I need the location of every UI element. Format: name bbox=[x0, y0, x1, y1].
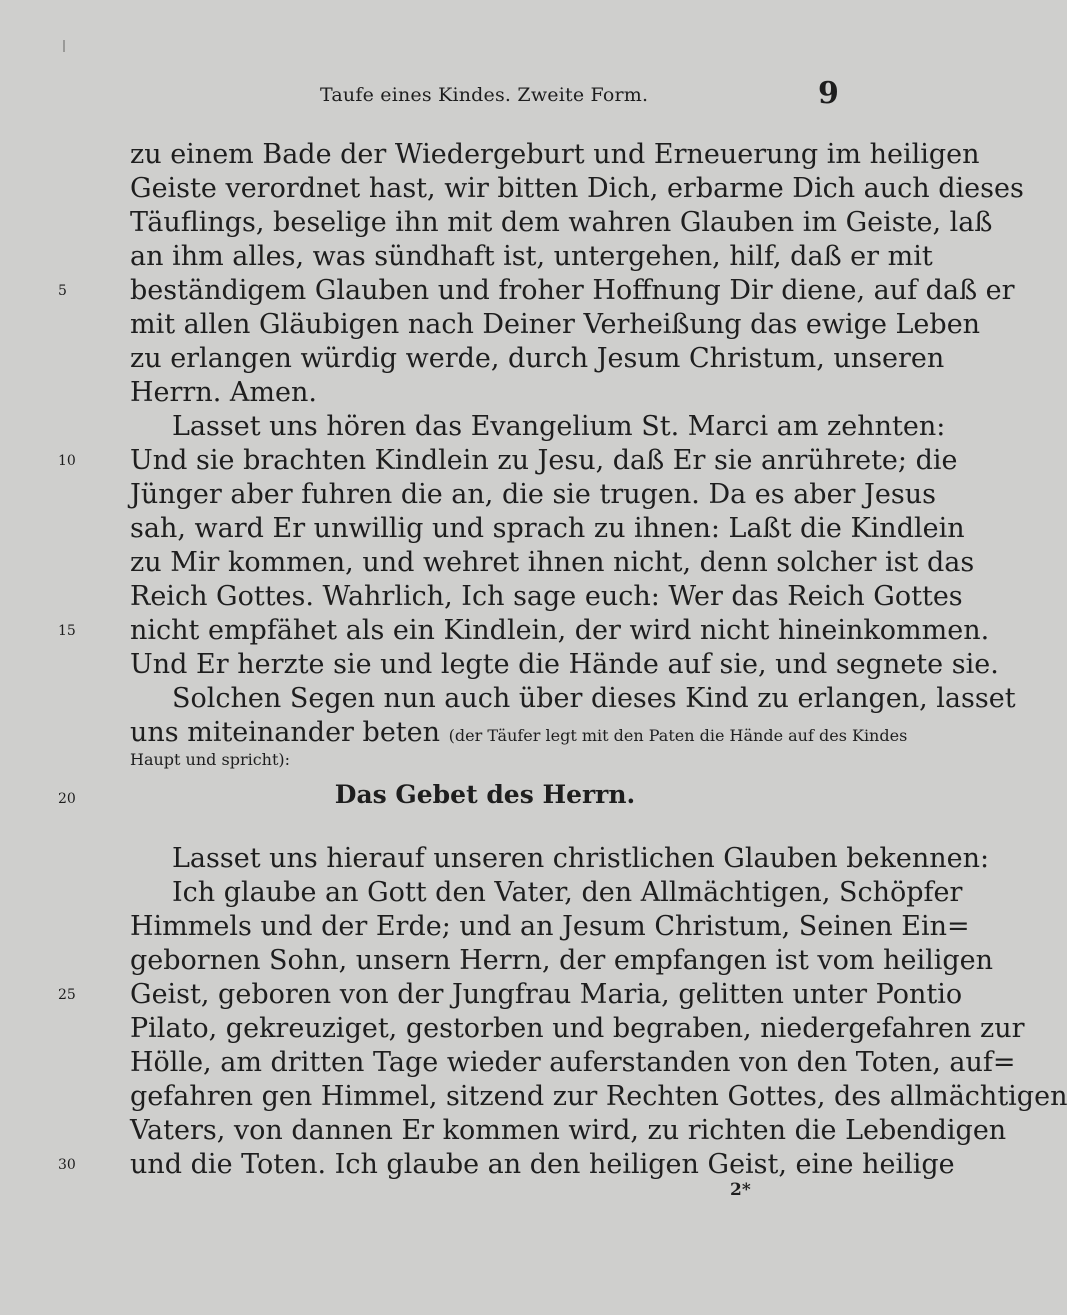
text-line: an ihm alles, was sündhaft ist, untergehen, hilf, daß er mit bbox=[130, 241, 933, 272]
rubric-text: Haupt und spricht): bbox=[130, 750, 291, 769]
text-line: und die Toten. Ich glaube an den heiligen Geist, eine heilige bbox=[130, 1149, 955, 1180]
page-speck bbox=[63, 40, 65, 52]
text-line: Pilato, gekreuziget, gestorben und begraben, niedergefahren zur bbox=[130, 1013, 1025, 1044]
line-number: 10 bbox=[58, 453, 76, 469]
text-line: Herrn. Amen. bbox=[130, 377, 317, 408]
text-line: zu erlangen würdig werde, durch Jesum Christum, unseren bbox=[130, 343, 945, 374]
text-line: zu einem Bade der Wiedergeburt und Erneuerung im heiligen bbox=[130, 139, 980, 170]
text-line: Täuflings, beselige ihn mit dem wahren Glauben im Geiste, laß bbox=[130, 207, 993, 238]
text-line: mit allen Gläubigen nach Deiner Verheißung das ewige Leben bbox=[130, 309, 981, 340]
text-line: Hölle, am dritten Tage wieder auferstanden von den Toten, auf= bbox=[130, 1047, 1016, 1078]
text-line: Und Er herzte sie und legte die Hände auf sie, und segnete sie. bbox=[130, 649, 999, 680]
section-heading: Das Gebet des Herrn. bbox=[334, 780, 636, 809]
text-line: Solchen Segen nun auch über dieses Kind zu erlangen, lasset bbox=[172, 683, 1016, 714]
text-line: Lasset uns hören das Evangelium St. Marci am zehnten: bbox=[172, 411, 946, 442]
text-line: zu Mir kommen, und wehret ihnen nicht, denn solcher ist das bbox=[130, 547, 975, 578]
sheet-signature: 2* bbox=[730, 1180, 751, 1200]
text-line-main: uns miteinander beten bbox=[130, 717, 441, 748]
running-head: Taufe eines Kindes. Zweite Form. bbox=[320, 84, 649, 106]
text-line: nicht empfähet als ein Kindlein, der wird nicht hineinkommen. bbox=[130, 615, 990, 646]
line-number: 15 bbox=[58, 623, 76, 639]
line-number: 25 bbox=[58, 987, 76, 1003]
text-line: Vaters, von dannen Er kommen wird, zu richten die Lebendigen bbox=[130, 1115, 1007, 1146]
text-line: sah, ward Er unwillig und sprach zu ihnen: Laßt die Kindlein bbox=[130, 513, 965, 544]
text-line: Lasset uns hierauf unseren christlichen Glauben bekennen: bbox=[172, 843, 990, 874]
text-line: Geiste verordnet hast, wir bitten Dich, erbarme Dich auch dieses bbox=[130, 173, 1024, 204]
text-line: gefahren gen Himmel, sitzend zur Rechten Gottes, des allmächtigen bbox=[130, 1081, 1067, 1112]
text-line: Jünger aber fuhren die an, die sie trugen. Da es aber Jesus bbox=[130, 479, 936, 510]
text-line: Himmels und der Erde; und an Jesum Christum, Seinen Ein= bbox=[130, 911, 970, 942]
text-line bbox=[130, 716, 908, 750]
rubric-text: (der Täufer legt mit den Paten die Hände auf des Kindes bbox=[448, 726, 908, 745]
text-line: beständigem Glauben und froher Hoffnung Dir diene, auf daß er bbox=[130, 275, 1015, 306]
line-number: 5 bbox=[58, 283, 67, 299]
page-number: 9 bbox=[818, 76, 839, 111]
text-line: Und sie brachten Kindlein zu Jesu, daß Er sie anrührete; die bbox=[130, 445, 958, 476]
text-line: gebornen Sohn, unsern Herrn, der empfangen ist vom heiligen bbox=[130, 945, 993, 976]
line-number: 30 bbox=[58, 1157, 76, 1173]
line-number: 20 bbox=[58, 791, 76, 807]
text-line: Ich glaube an Gott den Vater, den Allmächtigen, Schöpfer bbox=[172, 877, 963, 908]
text-line: Geist, geboren von der Jungfrau Maria, gelitten unter Pontio bbox=[130, 979, 963, 1010]
text-line: Reich Gottes. Wahrlich, Ich sage euch: Wer das Reich Gottes bbox=[130, 581, 963, 612]
